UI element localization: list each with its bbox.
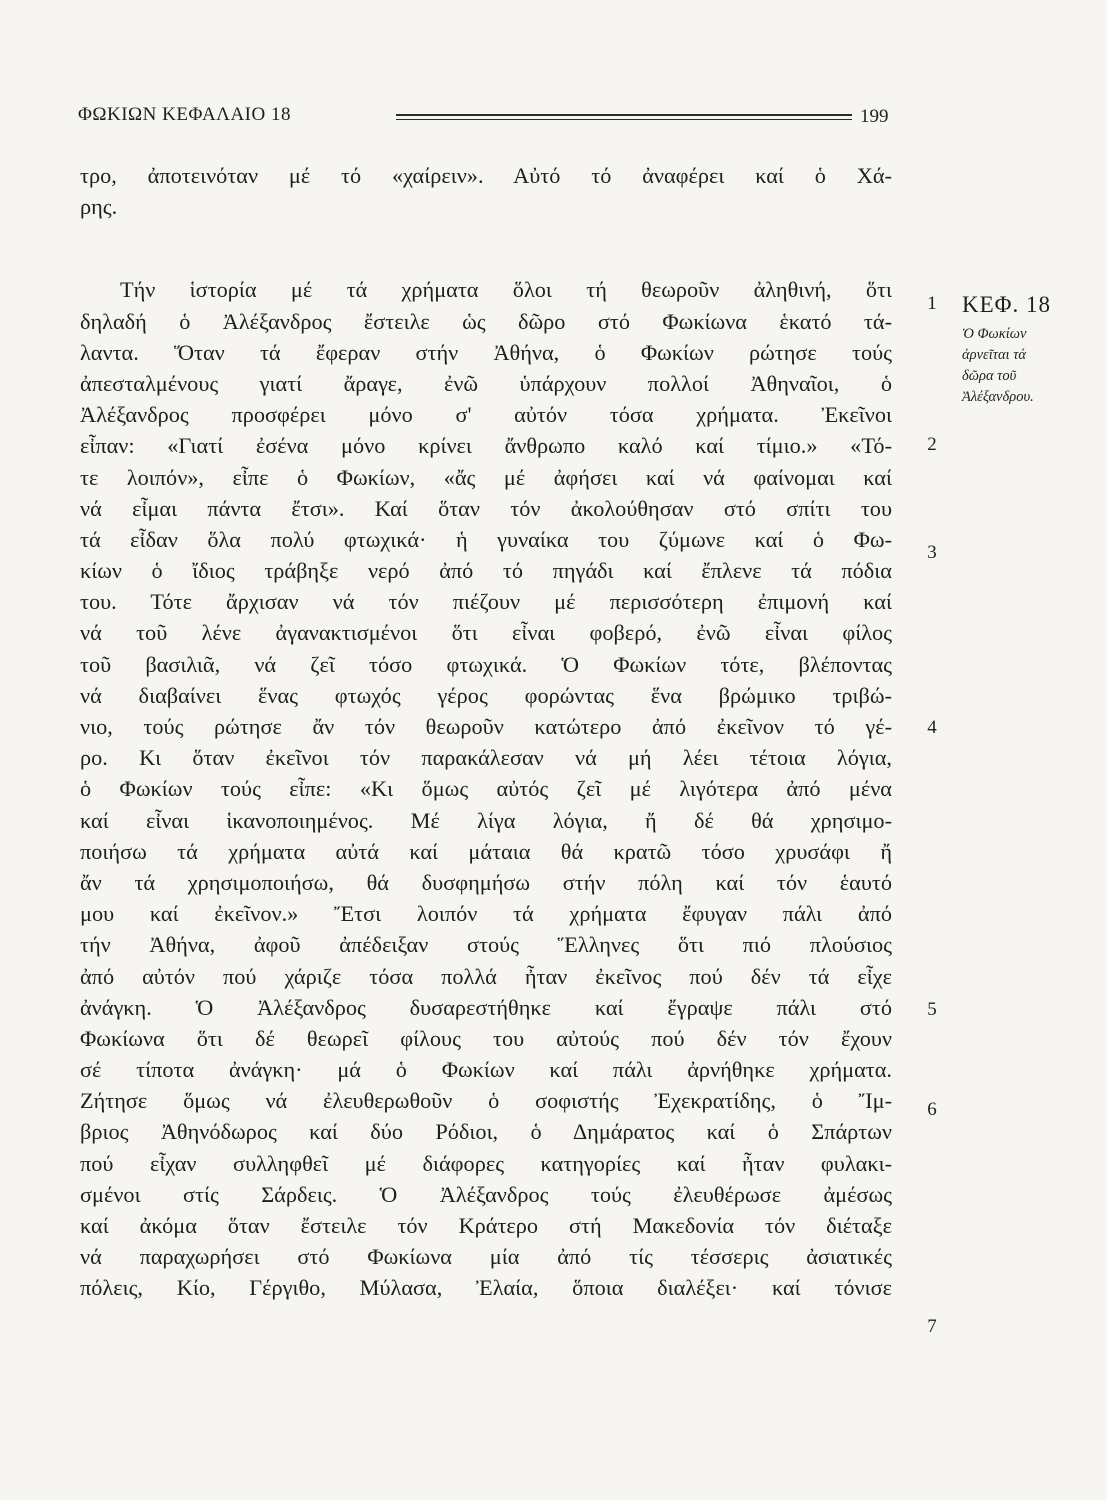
margin-note-line: Ἀλέξανδρου. [962,389,1034,405]
text-line: νά διαβαίνει ἕνας φτωχός γέρος φορώντας ἕνα βρώμικο τριβώ- [80,682,892,708]
text-line: τοῦ βασιλιᾶ, νά ζεῖ τόσο φτωχικά. Ὁ Φωκίων τότε, βλέποντας [80,651,892,677]
text-line: ἀπό αὐτόν πού χάριζε τόσα πολλά ἦταν ἐκεῖνος πού δέν τά εἶχε [80,963,892,989]
margin-number: 7 [927,1316,937,1337]
margin-note-title: ΚΕΦ. 18 [962,292,1051,317]
text-line: καί εἶναι ἱκανοποιημένος. Μέ λίγα λόγια, ἤ δέ θά χρησιμο- [80,807,892,833]
paragraph-gap [80,222,892,274]
margin-number: 4 [927,717,937,738]
page-number: 199 [860,106,889,127]
margin-note [962,292,1104,408]
text-line: τε λοιπόν», εἶπε ὁ Φωκίων, «ἄς μέ ἀφήσει καί νά φαίνομαι καί [80,464,892,490]
text-line: βριος Ἀθηνόδωρος καί δύο Ρόδιοι, ὁ Δημάρατος καί ὁ Σπάρτων [80,1119,892,1145]
text-line: νιο, τούς ρώτησε ἄν τόν θεωροῦν κατώτερο ἀπό ἐκεῖνον τό γέ- [80,714,892,739]
header-title: ΦΩΚΙΩΝ ΚΕΦΑΛΑΙΟ 18 [78,104,291,125]
text-line: σμένοι στίς Σάρδεις. Ὁ Ἀλέξανδρος τούς ἐλευθέρωσε ἀμέσως [80,1181,892,1207]
text-line: νά παραχωρήσει στό Φωκίωνα μία ἀπό τίς τέσσερις ἀσιατικές [80,1244,892,1270]
text-line: ρης. [80,194,118,220]
margin-note-line: Ὁ Φωκίων [962,326,1027,342]
text-line: ἀπεσταλμένους γιατί ἄραγε, ἐνῶ ὑπάρχουν πολλοί Ἀθηναῖοι, ὁ [80,370,892,396]
text-line: ποιήσω τά χρήματα αὐτά καί μάταια θά κρατῶ τόσο χρυσάφι ἤ [80,838,892,864]
text-line: λαντα. Ὅταν τά ἔφεραν στήν Ἀθήνα, ὁ Φωκίων ρώτησε τούς [80,339,892,365]
text-line: καί ἀκόμα ὅταν ἔστειλε τόν Κράτερο στή Μακεδονία τόν διέταξε [80,1213,892,1238]
text-line: νά εἶμαι πάντα ἔτσι». Καί ὅταν τόν ἀκολούθησαν στό σπίτι του [80,495,892,521]
text-line: ἀνάγκη. Ὁ Ἀλέξανδρος δυσαρεστήθηκε καί ἔγραψε πάλι στό [80,994,892,1020]
text-line: Φωκίωνα ὅτι δέ θεωρεῖ φίλους του αὐτούς πού δέν τόν ἔχουν [80,1025,892,1051]
text-line: κίων ὁ ἴδιος τράβηξε νερό ἀπό τό πηγάδι καί ἔπλενε τά πόδια [80,558,892,584]
text-line: νά τοῦ λένε ἀγανακτισμένοι ὅτι εἶναι φοβερό, ἐνῶ εἶναι φίλος [80,620,892,646]
text-line: τήν Ἀθήνα, ἀφοῦ ἀπέδειξαν στούς Ἕλληνες ὅτι πιό πλούσιος [80,932,892,958]
text-line: Τήν ἱστορία μέ τά χρήματα ὅλοι τή θεωροῦν ἀληθινή, ὅτι [120,277,892,303]
text-line: ἄν τά χρησιμοποιήσω, θά δυσφημήσω στήν πόλη καί τόν ἑαυτό [80,869,892,895]
margin-number: 5 [927,999,937,1020]
text-line: πόλεις, Κίο, Γέργιθο, Μύλασα, Ἐλαία, ὅποια διαλέξει· καί τόνισε [80,1275,892,1301]
margin-number: 3 [927,542,937,563]
main-text [80,160,892,1304]
margin-number: 1 [927,293,937,314]
header-rule-thin [396,119,852,120]
text-line: Ζήτησε ὅμως νά ἐλευθερωθοῦν ὁ σοφιστής Ἐχεκρατίδης, ὁ Ἴμ- [80,1088,892,1114]
running-header [78,94,910,134]
margin-number: 2 [927,434,937,455]
text-line: τά εἶδαν ὅλα πολύ φτωχικά· ἡ γυναίκα του ζύμωνε καί ὁ Φω- [80,526,892,552]
text-line: Ἀλέξανδρος προσφέρει μόνο σ' αὐτόν τόσα χρήματα. Ἐκεῖνοι [80,402,892,428]
text-line: ρο. Κι ὅταν ἐκεῖνοι τόν παρακάλεσαν νά μή λέει τέτοια λόγια, [80,745,892,771]
text-line: πού εἶχαν συλληφθεῖ μέ διάφορες κατηγορίες καί ἦταν φυλακι- [80,1150,892,1176]
text-line: εἶπαν: «Γιατί ἐσένα μόνο κρίνει ἄνθρωπο καλό καί τίμιο.» «Τό- [80,433,892,459]
margin-note-line: ἀρνεῖται τά [962,347,1027,363]
margin-note-line: δῶρα τοῦ [962,368,1017,384]
text-line: ὁ Φωκίων τούς εἶπε: «Κι ὅμως αὐτός ζεῖ μέ λιγότερα ἀπό μένα [80,776,892,802]
text-line: τρο, ἀποτεινόταν μέ τό «χαίρειν». Αὐτό τό ἀναφέρει καί ὁ Χά- [80,163,892,188]
text-line: μου καί ἐκεῖνον.» Ἔτσι λοιπόν τά χρήματα ἔφυγαν πάλι ἀπό [80,901,892,927]
text-line: σέ τίποτα ἀνάγκη· μά ὁ Φωκίων καί πάλι ἀρνήθηκε χρήματα. [80,1057,892,1083]
margin-number: 6 [927,1099,937,1120]
header-rule [396,114,852,116]
text-line: του. Τότε ἄρχισαν νά τόν πιέζουν μέ περισσότερη ἐπιμονή καί [80,589,892,615]
text-line: δηλαδή ὁ Ἀλέξανδρος ἔστειλε ὡς δῶρο στό Φωκίωνα ἑκατό τά- [80,308,892,334]
